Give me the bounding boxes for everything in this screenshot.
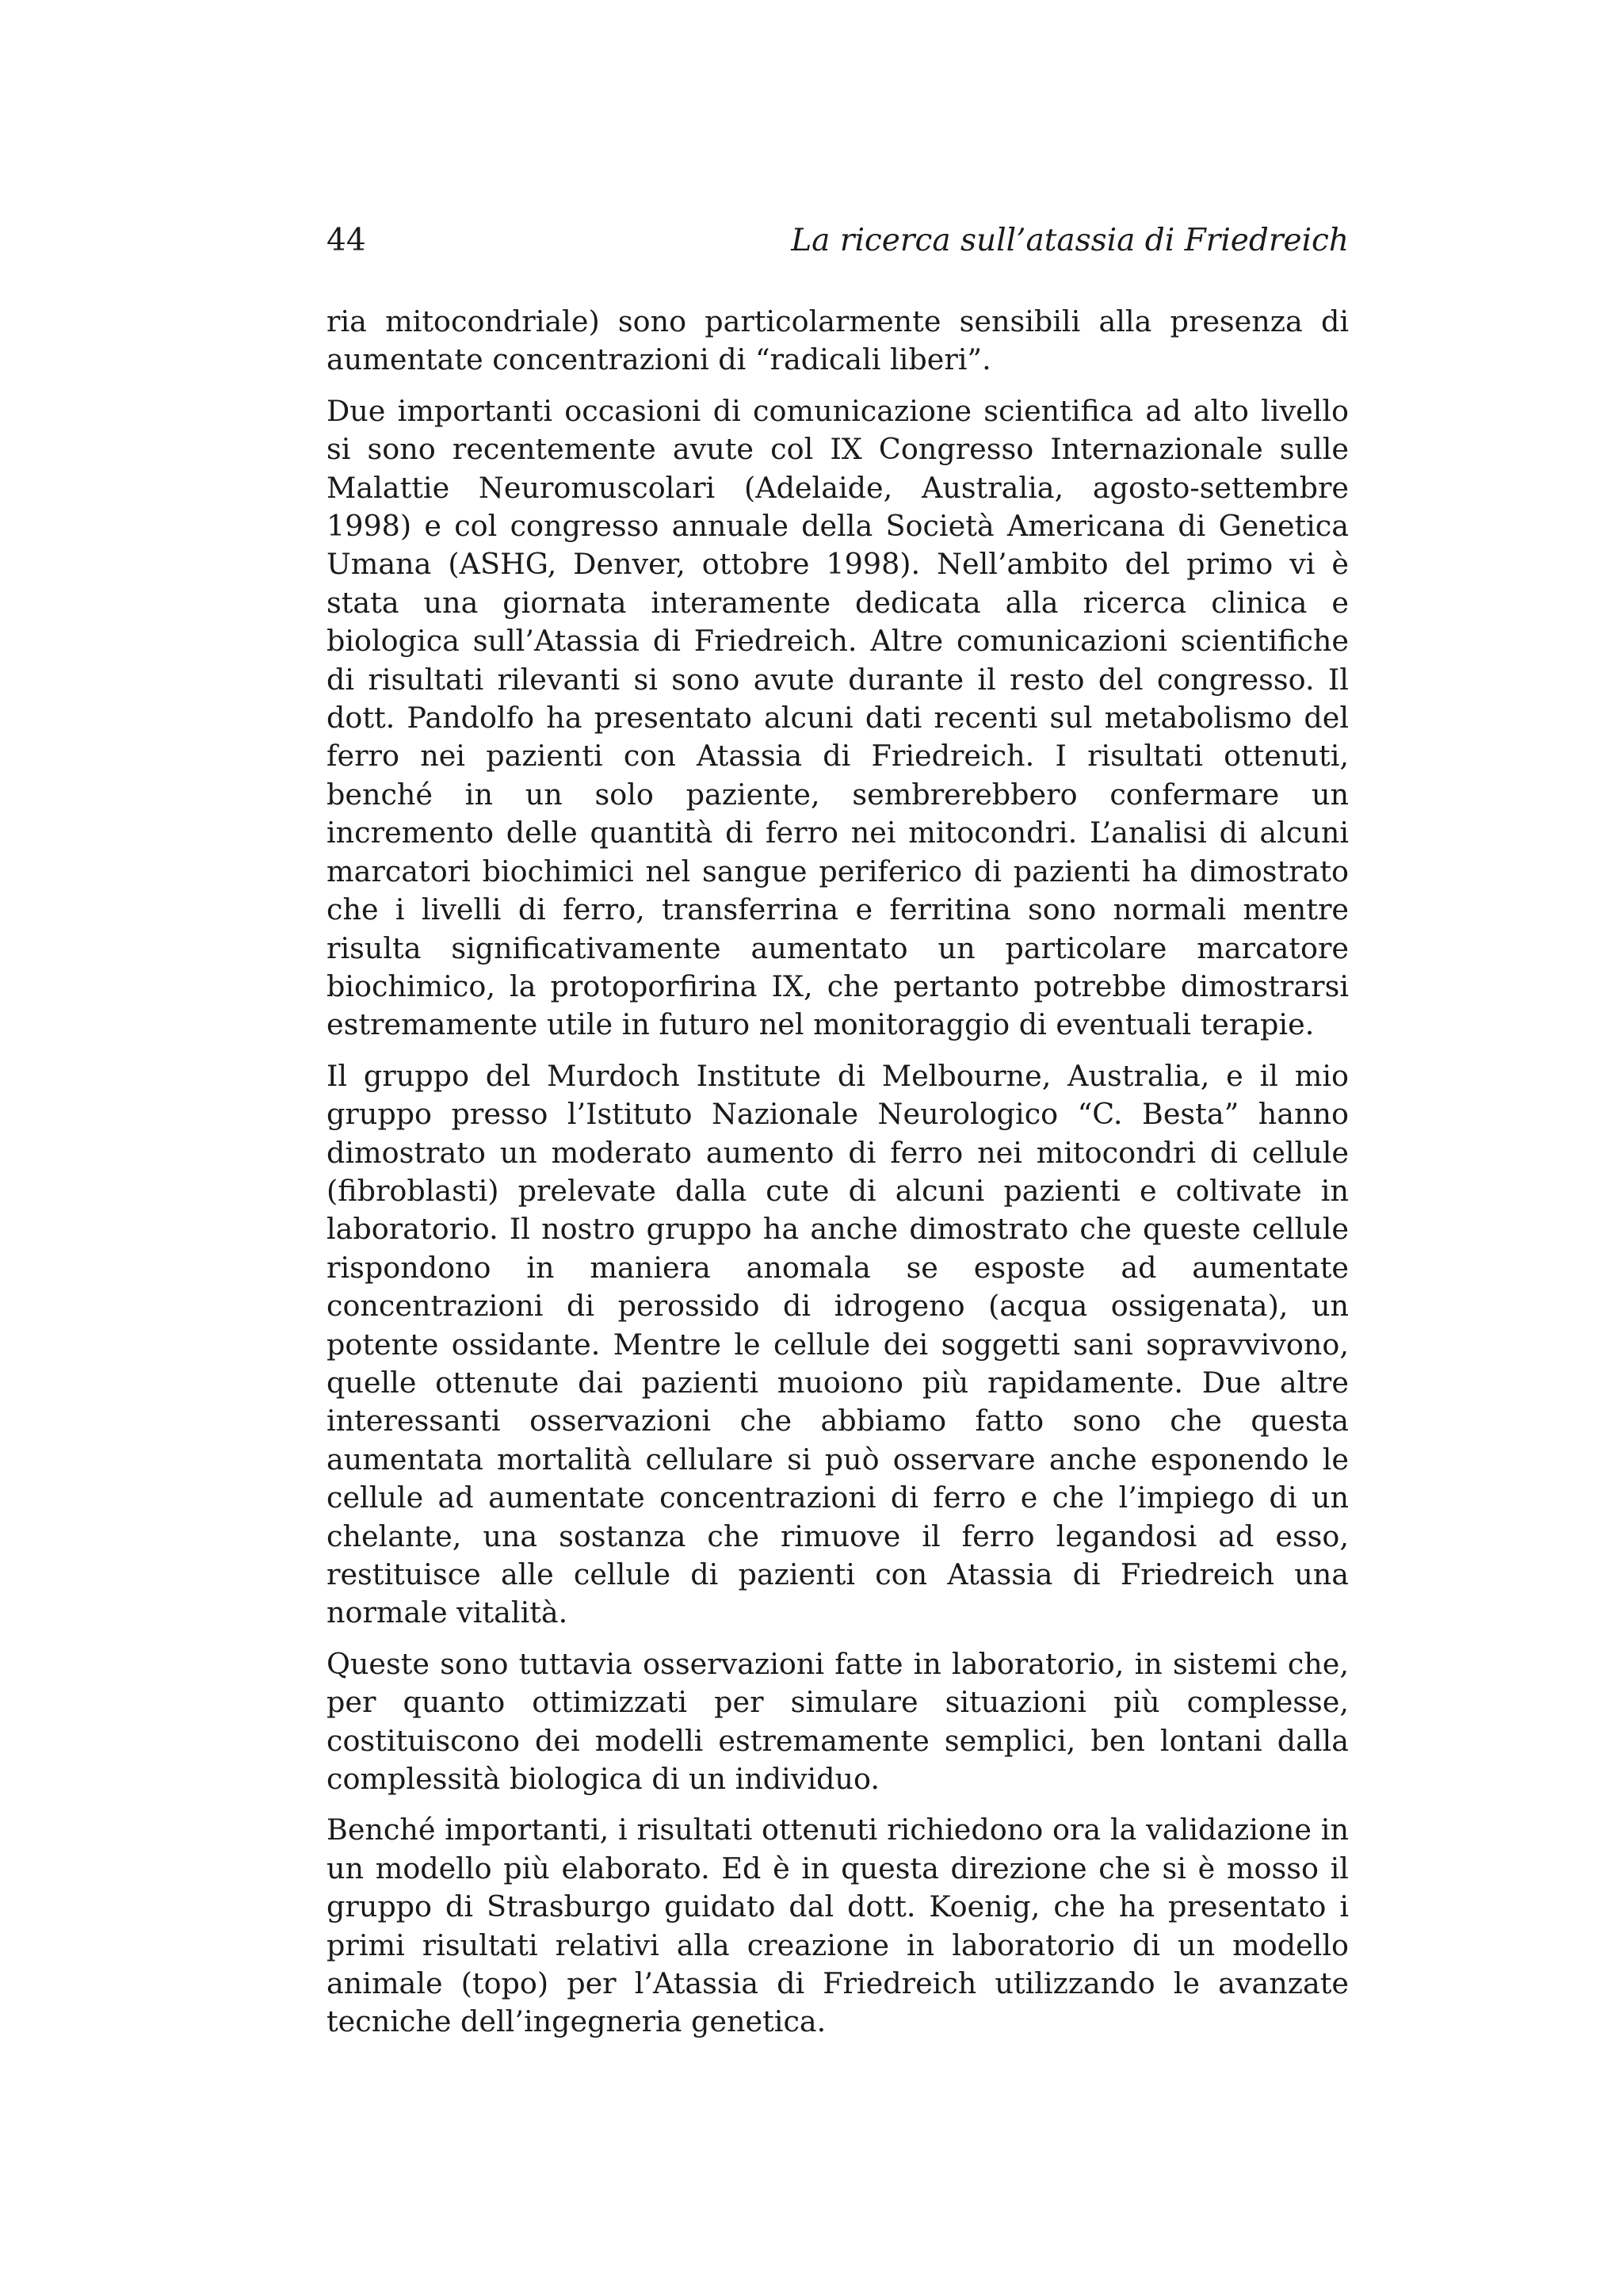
paragraph-continuation: ria mitocondriale) sono particolarmente sensibili alla presenza di aumentate concentrazioni di “radicali liberi”. bbox=[327, 304, 1349, 377]
page-number: 44 bbox=[327, 223, 366, 258]
paragraph-congresses: Due importanti occasioni di comunicazione scientifica ad alto livello si sono recentemente avute col IX Congresso Internazionale sulle Malattie Neuromuscolari (Adelaide, Australia, agosto-settembre 1998) e col congresso annuale della Società Americana di Genetica Umana (ASHG, Denver, ottobre 1998). Nell’ambito del primo vi è stata una giornata interamente dedicata alla ricerca clinica e biologica sull’Atassia di Friedreich. Altre comunicazioni scientifiche di risultati rilevanti si sono avute durante il resto del congresso. Il dott. Pandolfo ha presentato alcuni dati recenti sul metabolismo del ferro nei pazienti con Atassia di Friedreich. I risultati ottenuti, benché in un solo paziente, sembrerebbero confermare un incremento delle quantità di ferro nei mitocondri. L’analisi di alcuni marcatori biochimici nel sangue periferico di pazienti ha dimostrato che i livelli di ferro, transferrina e ferritina sono normali mentre risulta significativamente aumentato un particolare marcatore biochimico, la protoporfirina IX, che pertanto potrebbe dimostrarsi estremamente utile in futuro nel monitoraggio di eventuali terapie. bbox=[327, 393, 1349, 1042]
paragraph-murdoch-besta: Il gruppo del Murdoch Institute di Melbourne, Australia, e il mio gruppo presso l’Istituto Nazionale Neurologico “C. Besta” hanno dimostrato un moderato aumento di ferro nei mitocondri di cellule (fibroblasti) prelevate dalla cute di alcuni pazienti e coltivate in laboratorio. Il nostro gruppo ha anche dimostrato che queste cellule rispondono in maniera anomala se esposte ad aumentate concentrazioni di perossido di idrogeno (acqua ossigenata), un potente ossidante. Mentre le cellule dei soggetti sani sopravvivono, quelle ottenute dai pazienti muoiono più rapidamente. Due altre interessanti osservazioni che abbiamo fatto sono che questa aumentata mortalità cellulare si può osservare anche esponendo le cellule ad aumentate concentrazioni di ferro e che l’impiego di un chelante, una sostanza che rimuove il ferro legandosi ad esso, restituisce alle cellule di pazienti con Atassia di Friedreich una normale vitalità. bbox=[327, 1058, 1349, 1630]
running-head bbox=[327, 219, 1349, 263]
paragraph-laboratory-observations: Queste sono tuttavia osservazioni fatte in laboratorio, in sistemi che, per quanto ottimizzati per simulare situazioni più complesse, costituiscono dei modelli estremamente semplici, ben lontani dalla complessità biologica di un individuo. bbox=[327, 1646, 1349, 1797]
paragraph-animal-model: Benché importanti, i risultati ottenuti richiedono ora la validazione in un modello più elaborato. Ed è in questa direzione che si è mosso il gruppo di Strasburgo guidato dal dott. Koenig, che ha presentato i primi risultati relativi alla creazione in laboratorio di un modello animale (topo) per l’Atassia di Friedreich utilizzando le avanzate tecniche dell’ingegneria genetica. bbox=[327, 1813, 1349, 2039]
running-title: La ricerca sull’atassia di Friedreich bbox=[791, 223, 1349, 258]
body-text bbox=[327, 303, 1349, 2054]
